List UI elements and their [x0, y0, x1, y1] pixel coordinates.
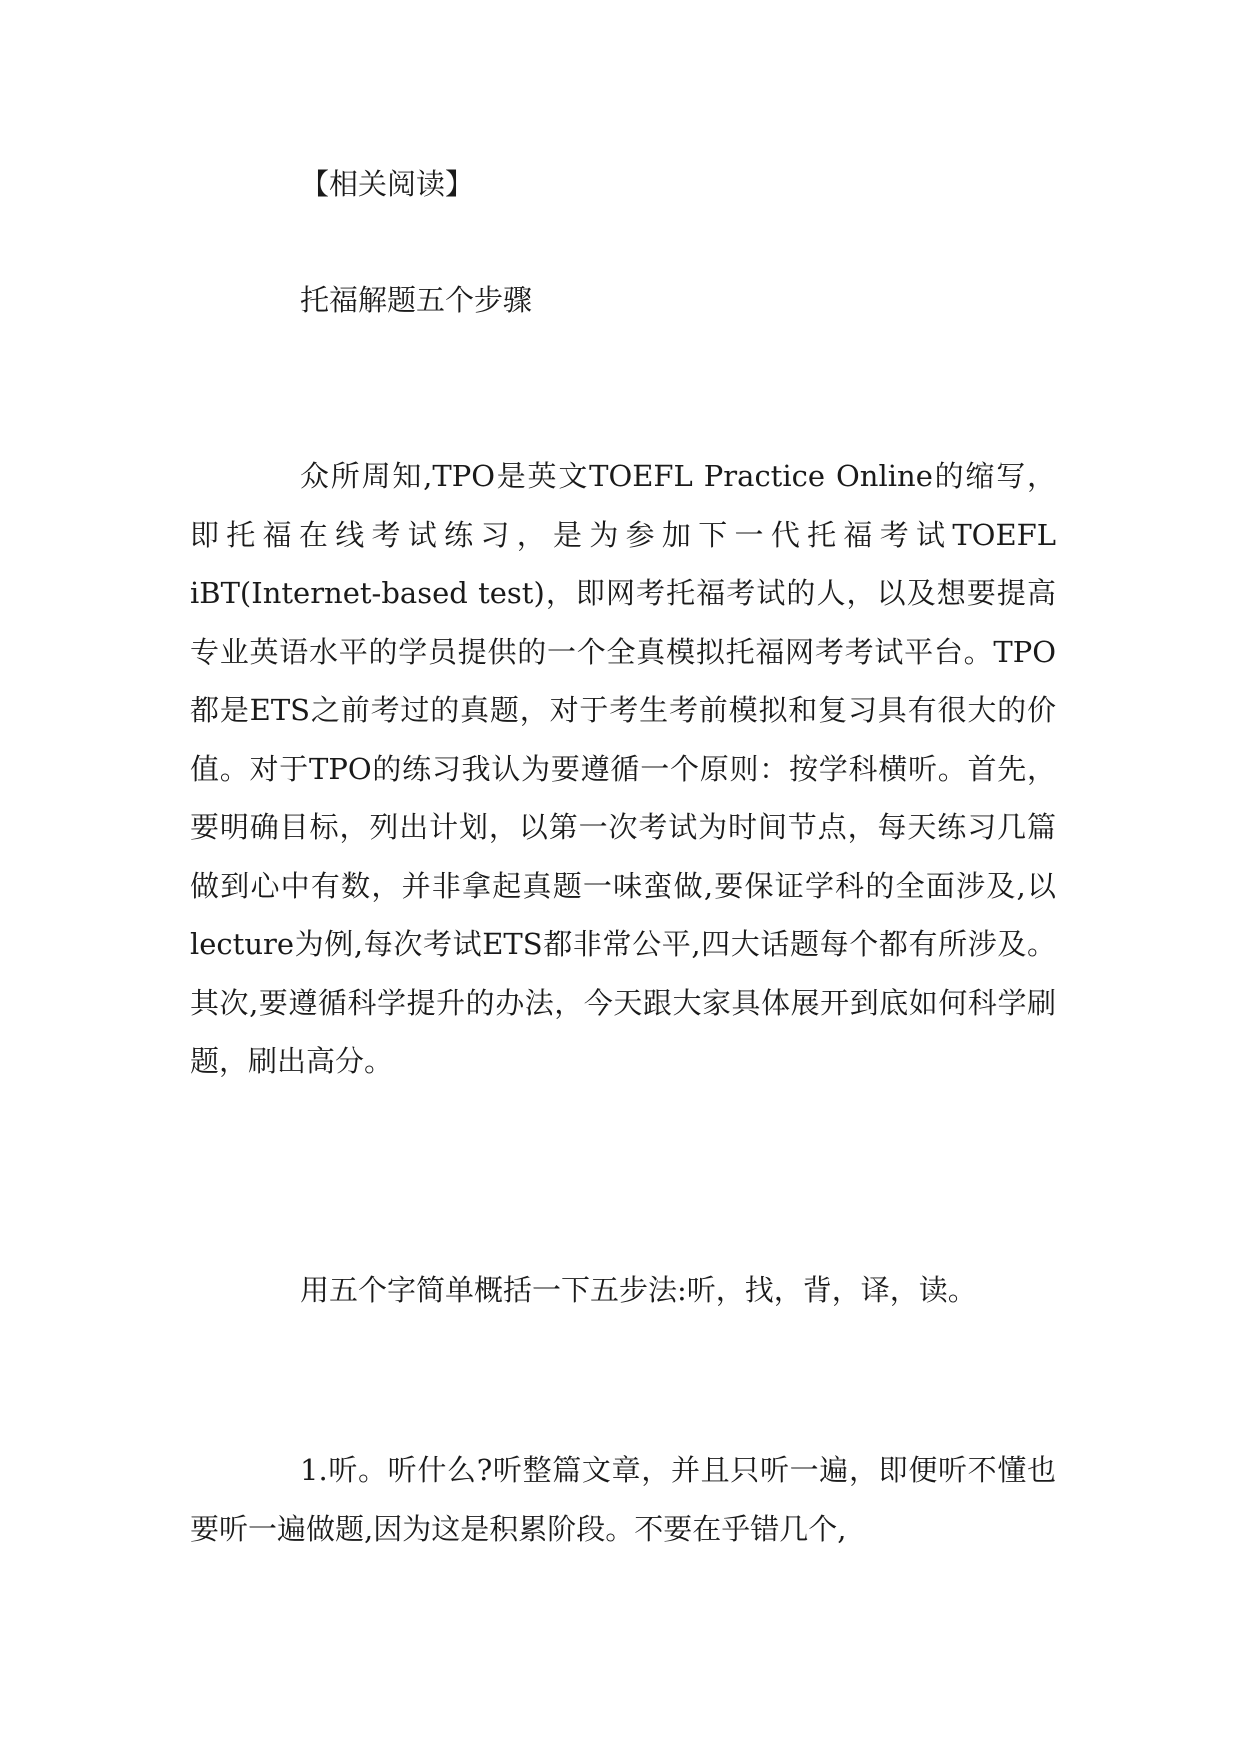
related-reading-heading: 【相关阅读】 [300, 167, 475, 201]
intro-paragraph: 众所周知,TPO是英文TOEFL Practice Online的缩写，即托福在线考试练习，是为参加下一代托福考试TOEFL iBT(Internet-based test)，即网考托福考试的人，以及想要提高专业英语水平的学员提供的一个全真模拟托福网考考试平台。TPO都是ETS之前考过的真题，对于考生考前模拟和复习具有很大的价值。对于TPO的练习我认为要遵循一个原则：按学科横听。首先，要明确目标，列出计划，以第一次考试为时间节点，每天练习几篇做到心中有数，并非拿起真题一味蛮做,要保证学科的全面涉及,以lecture为例,每次考试ETS都非常公平,四大话题每个都有所涉及。其次,要遵循科学提升的办法，今天跟大家具体展开到底如何科学刷题，刷出高分。 [190, 459, 1056, 1078]
section-title: 托福解题五个步骤 [300, 283, 533, 317]
five-steps-summary: 用五个字简单概括一下五步法:听，找，背，译，读。 [300, 1273, 977, 1307]
step-one-paragraph: 1.听。听什么?听整篇文章，并且只听一遍，即便听不懂也要听一遍做题,因为这是积累阶段。不要在乎错几个, [190, 1453, 1056, 1546]
